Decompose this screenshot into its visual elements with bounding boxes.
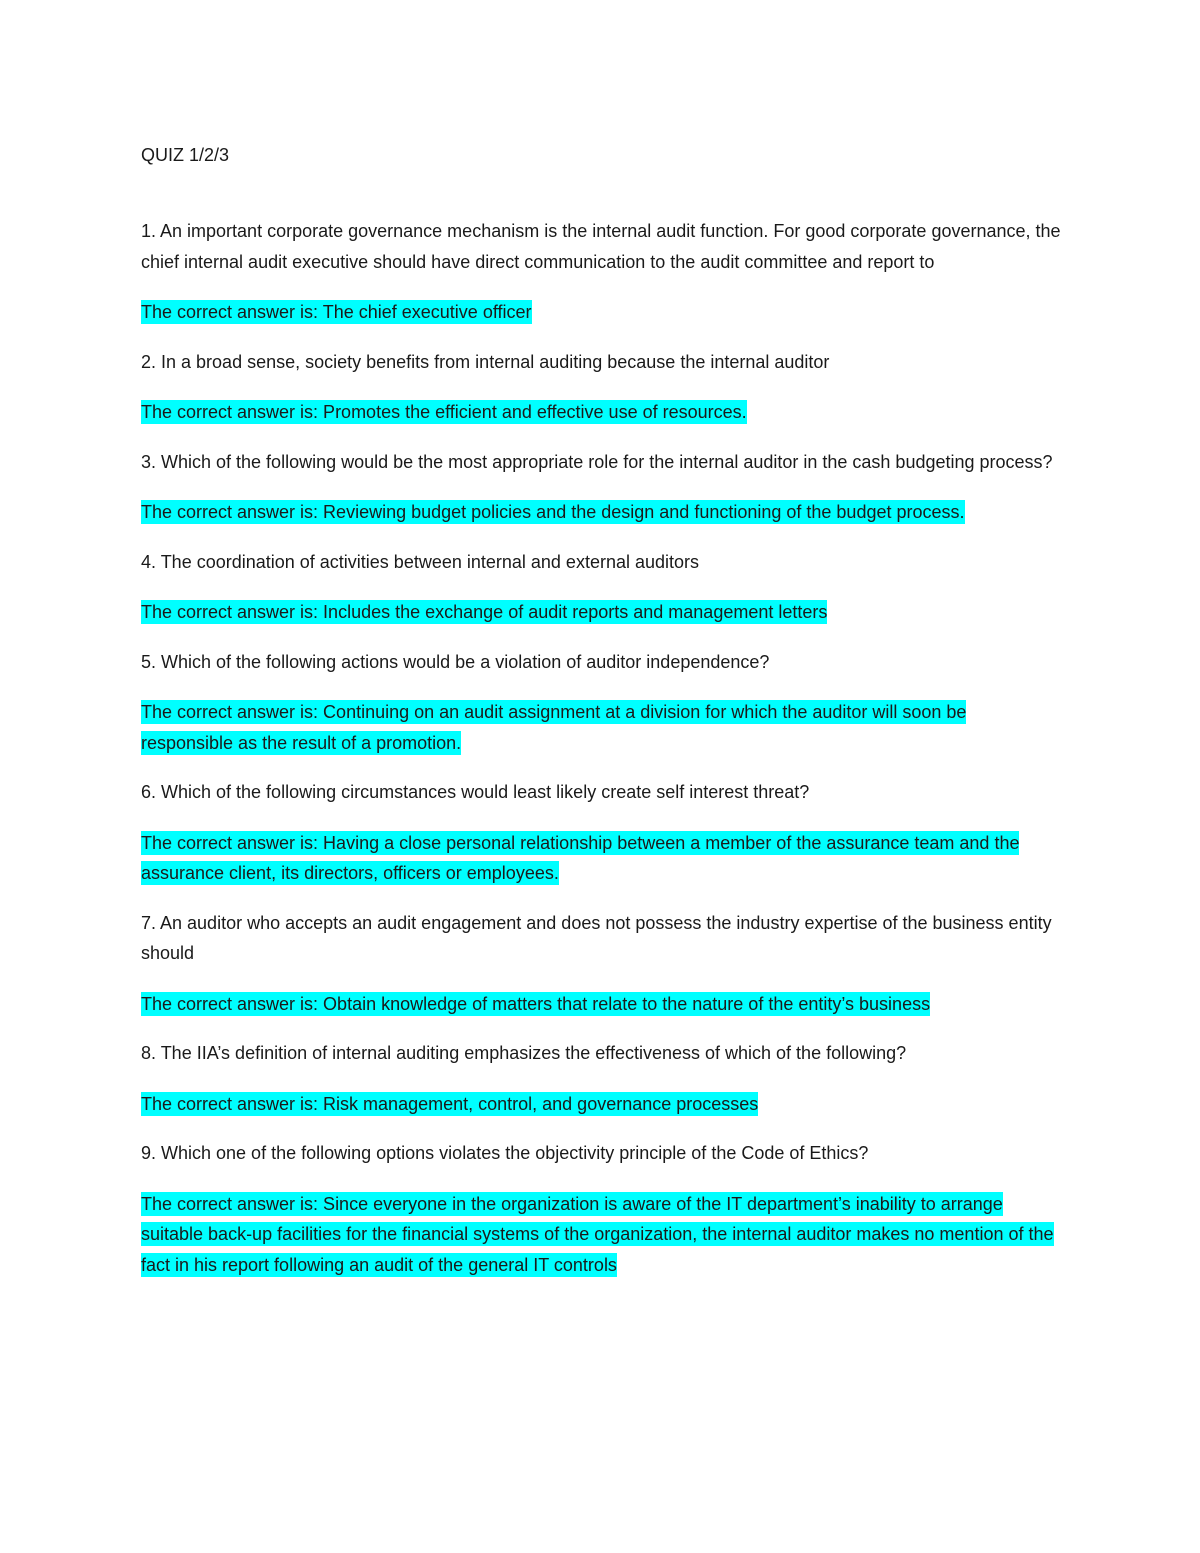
answer-highlight: The correct answer is: Since everyone in the organization is aware of the IT department’s inability to arrange suitable back-up facilities for the financial systems of the organization, the internal auditor makes no mention of the fact in his report following an audit of the general IT controls [141, 1193, 1054, 1275]
quiz-item [141, 777, 1061, 889]
answer-text [141, 597, 1061, 628]
answer-highlight: The correct answer is: The chief executive officer [141, 302, 532, 322]
quiz-item [141, 908, 1061, 1020]
document-page [141, 140, 1061, 1280]
question-text: 2. In a broad sense, society benefits from internal auditing because the internal auditor [141, 351, 830, 372]
answer-text [141, 1089, 1061, 1120]
quiz-item [141, 547, 1061, 628]
quiz-item [141, 1038, 1061, 1119]
quiz-item [141, 216, 1061, 328]
question-text: 7. An auditor who accepts an audit engagement and does not possess the industry expertise of the business entity should [141, 912, 1052, 963]
answer-text [141, 297, 1061, 328]
question-text: 6. Which of the following circumstances would least likely create self interest threat? [141, 782, 810, 802]
answer-highlight: The correct answer is: Risk management, control, and governance processes [141, 1093, 759, 1114]
quiz-item [141, 447, 1061, 528]
answer-text [141, 497, 1061, 528]
question-text: 8. The IIA’s definition of internal auditing emphasizes the effectiveness of which of the following? [141, 1043, 907, 1063]
quiz-item [141, 347, 1061, 428]
question-text: 4. The coordination of activities between internal and external auditors [141, 551, 700, 572]
question-text: 9. Which one of the following options violates the objectivity principle of the Code of Ethics? [141, 1143, 869, 1163]
answer-highlight: The correct answer is: Promotes the efficient and effective use of resources. [141, 402, 747, 422]
question-text: 3. Which of the following would be the most appropriate role for the internal auditor in the cash budgeting process? [141, 451, 1053, 472]
answer-text [141, 397, 1061, 428]
answer-text [141, 828, 1061, 889]
answer-text [141, 1189, 1061, 1281]
answer-highlight: The correct answer is: Includes the exchange of audit reports and management letters [141, 602, 828, 622]
answer-highlight: The correct answer is: Continuing on an audit assignment at a division for which the auditor will soon be responsible as the result of a promotion. [141, 702, 967, 753]
answer-text [141, 989, 1061, 1020]
answer-text [141, 697, 1061, 758]
question-text: 1. An important corporate governance mechanism is the internal audit function. For good corporate governance, the chief internal audit executive should have direct communication to the audit committee and report to [141, 221, 1061, 272]
quiz-item [141, 647, 1061, 759]
answer-highlight: The correct answer is: Having a close personal relationship between a member of the assurance team and the assurance client, its directors, officers or employees. [141, 832, 1020, 883]
document-title: QUIZ 1/2/3 [141, 145, 230, 165]
question-text: 5. Which of the following actions would be a violation of auditor independence? [141, 651, 770, 672]
quiz-item [141, 1138, 1061, 1280]
answer-highlight: The correct answer is: Obtain knowledge of matters that relate to the nature of the entity’s business [141, 993, 931, 1014]
answer-highlight: The correct answer is: Reviewing budget policies and the design and functioning of the budget process. [141, 502, 965, 522]
